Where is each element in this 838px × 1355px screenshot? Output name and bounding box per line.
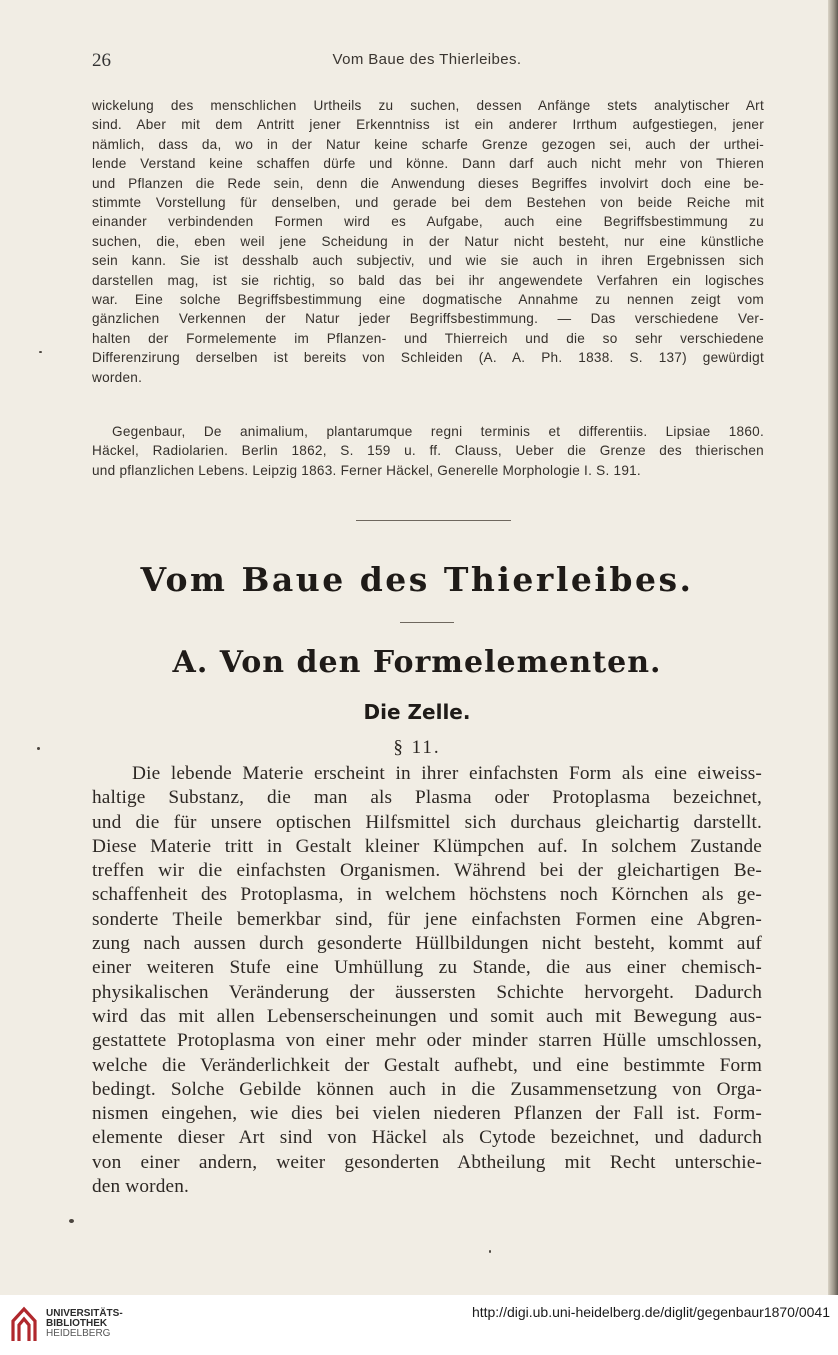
paragraph-mark: § 11.	[393, 737, 441, 758]
text-line: Diese Materie tritt in Gestalt kleiner Klümpchen auf. In solchem Zustande	[92, 835, 762, 857]
reference-line: Häckel, Radiolarien. Berlin 1862, S. 159 u. ff. Clauss, Ueber die Grenze des thierischen	[92, 443, 764, 459]
text-line: nismen eingehen, wie dies bei vielen niederen Pflanzen der Fall ist. Form-	[92, 1103, 762, 1125]
text-line: sind. Aber mit dem Antritt jener Erkenntniss ist ein anderer Irrthum aufgestiegen, jener	[92, 117, 764, 133]
text-line: von einer andern, weiter gesonderten Abtheilung mit Recht unterschie-	[92, 1151, 762, 1173]
page-header	[92, 50, 762, 74]
chapter-title: Vom Baue des Thierleibes.	[140, 560, 694, 599]
title-rule	[400, 622, 454, 623]
ink-speck	[37, 747, 40, 750]
library-name-line2: BIBLIOTHEK	[46, 1318, 108, 1329]
ink-speck	[69, 1219, 74, 1223]
ink-speck	[489, 1250, 491, 1253]
text-line: darstellen mag, ist sie richtig, so bald das bei ihr angewendete Verfahren ein logisches	[92, 272, 764, 288]
permalink-url[interactable]: http://digi.ub.uni-heidelberg.de/diglit/gegenbaur1870/0041	[471, 1304, 830, 1320]
text-line: einer weiteren Stufe eine Umhüllung zu Stande, die aus einer chemisch-	[92, 957, 762, 979]
text-line: treffen wir die einfachsten Organismen. Während bei der gleichartigen Be-	[92, 860, 762, 882]
logo-mark	[13, 1309, 35, 1341]
page-edge	[828, 0, 838, 1295]
text-line: welche die Veränderlichkeit der Gestalt aufhebt, und eine bestimmte Form	[92, 1054, 762, 1076]
text-line: gestattete Protoplasma von einer mehr oder minder starren Hülle umschlossen,	[92, 1030, 762, 1052]
body-paragraph	[92, 762, 762, 1199]
text-line: und Pflanzen die Rede sein, denn die Anwendung dieses Begriffes involvirt doch eine be-	[92, 175, 764, 191]
text-line: nämlich, dass da, wo in der Natur keine scharfe Grenze gezogen sei, auch der urthei-	[92, 136, 764, 152]
text-line: war. Eine solche Begriffsbestimmung eine dogmatische Annahme zu nennen zeigt vom	[92, 292, 764, 308]
text-line: Differenzirung derselben ist bereits von Schleiden (A. A. Ph. 1838. S. 137) gewürdigt	[92, 350, 764, 366]
library-name-line1: UNIVERSITÄTS-	[46, 1308, 123, 1319]
text-line: Die lebende Materie erscheint in ihrer einfachsten Form als eine eiweiss-	[132, 763, 762, 784]
text-line: haltige Substanz, die man als Plasma oder Protoplasma bezeichnet,	[92, 787, 762, 809]
text-line: suchen, die, eben weil jene Scheidung in der Natur nicht besteht, nur eine künstliche	[92, 233, 764, 249]
text-line: gänzlichen Verkennen der Natur jeder Begriffsbestimmung. — Das verschiedene Ver-	[92, 311, 764, 327]
footer-bar	[0, 1295, 838, 1355]
text-line: schaffenheit des Protoplasma, in welchem höchstens noch Körnchen als ge-	[92, 884, 762, 906]
ink-speck	[39, 351, 42, 353]
text-line: stimmte Vorstellung für denselben, und gerade bei dem Bestehen von beide Reiche mit	[92, 195, 764, 211]
text-line: halten der Formelemente im Pflanzen- und Thierreich und die so sehr verschiedene	[92, 330, 764, 346]
library-logo-icon	[9, 1305, 39, 1343]
reference-line: und pflanzlichen Lebens. Leipzig 1863. Ferner Häckel, Generelle Morphologie I. S. 191.	[92, 462, 641, 478]
page-number: 26	[92, 50, 111, 71]
library-name-line3: HEIDELBERG	[46, 1328, 111, 1339]
text-line: den worden.	[92, 1176, 189, 1198]
text-line: sein kann. Sie ist desshalb auch subjectiv, und wie sie auch in ihren Ergebnissen sich	[92, 253, 764, 269]
running-head: Vom Baue des Thierleibes.	[332, 51, 522, 68]
separator-rule	[356, 520, 511, 521]
text-line: zung nach aussen durch gesonderte Hüllbildungen nicht besteht, kommt auf	[92, 933, 762, 955]
references-paragraph	[92, 422, 764, 480]
intro-paragraph	[92, 96, 764, 387]
text-line: wickelung des menschlichen Urtheils zu suchen, dessen Anfänge stets analytischer Art	[92, 98, 764, 113]
text-line: worden.	[92, 369, 143, 385]
library-name	[46, 1309, 123, 1339]
text-line: sonderte Theile bemerkbar sind, für jene einfachsten Formen eine Abgren-	[92, 908, 762, 930]
text-line: wird das mit allen Lebenserscheinungen und somit auch mit Bewegung aus-	[92, 1005, 762, 1027]
subsection-title: Die Zelle.	[363, 700, 471, 724]
text-line: und die für unsere optischen Hilfsmittel sich durchaus gleichartig darstellt.	[92, 811, 762, 833]
text-line: physikalischen Veränderung der äussersten Schichte hervorgeht. Dadurch	[92, 981, 762, 1003]
text-line: bedingt. Solche Gebilde können auch in die Zusammensetzung von Orga-	[92, 1078, 762, 1100]
text-line: lende Verstand keine schaffen dürfe und könne. Dann darf auch nicht mehr von Thieren	[92, 156, 764, 172]
text-line: einander verbindenden Formen wird es Aufgabe, auch eine Begriffsbestimmung zu	[92, 214, 764, 230]
text-line: elemente dieser Art sind von Häckel als Cytode bezeichnet, und dadurch	[92, 1127, 762, 1149]
section-title: A. Von den Formelementen.	[172, 645, 662, 680]
reference-line: Gegenbaur, De animalium, plantarumque regni terminis et differentiis. Lipsiae 1860.	[112, 424, 764, 439]
